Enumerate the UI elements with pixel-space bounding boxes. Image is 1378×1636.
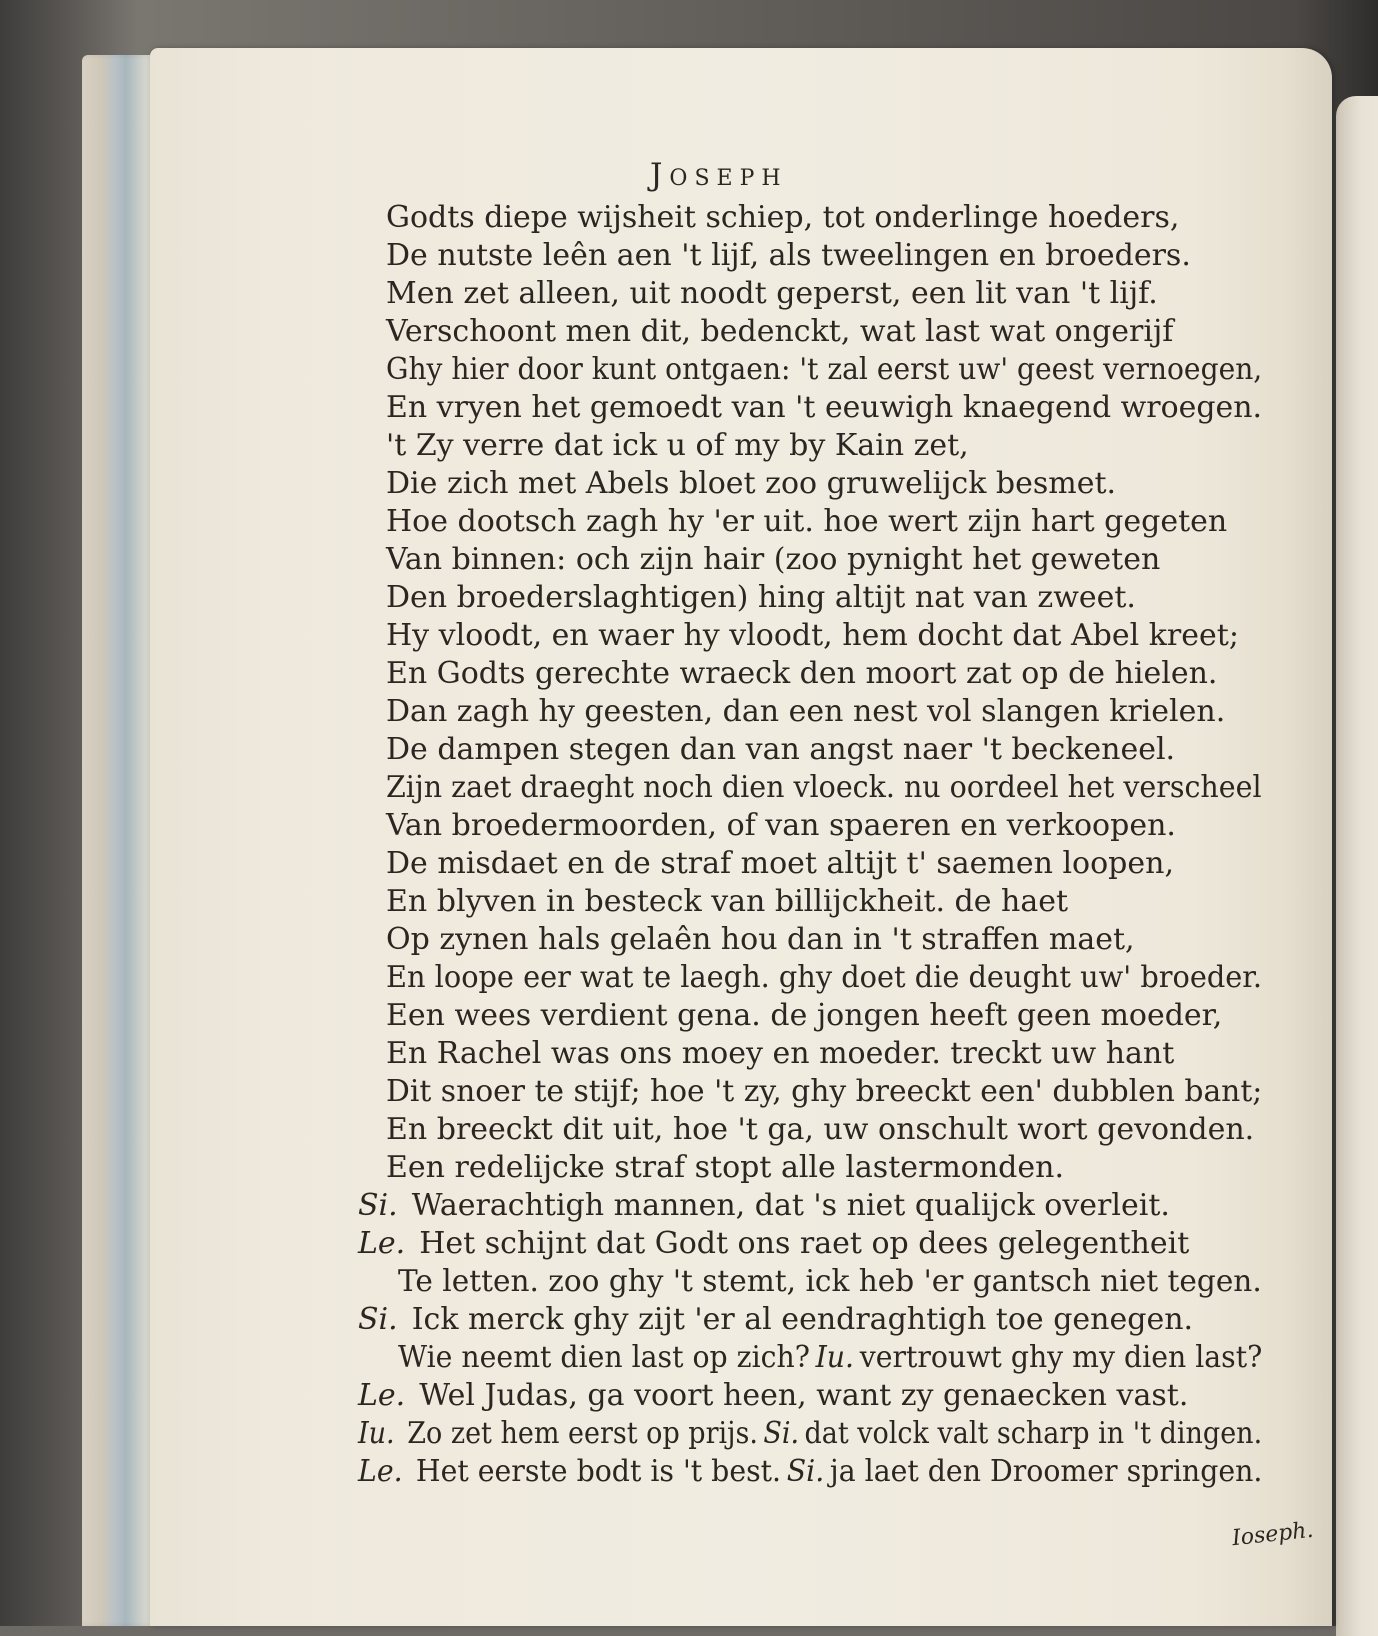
verse-line: Op zynen hals gelaên hou dan in 't straffen maet, [386,922,1135,957]
verse-line: Men zet alleen, uit noodt geperst, een lit van 't lijf. [386,276,1158,311]
dialogue-text: dat volck valt scharp in 't dingen. [804,1416,1263,1451]
verse-line: De dampen stegen dan van angst naer 't beckeneel. [386,732,1176,767]
speaker-label: Iu. [815,1340,855,1375]
dialogue-line [358,1226,1189,1262]
verse-line: Dan zagh hy geesten, dan een nest vol slangen krielen. [386,694,1226,729]
verse-line: En blyven in besteck van billijckheit. de haet [386,884,1069,919]
dialogue-text: vertrouwt ghy my dien last? [859,1340,1263,1375]
speaker-label: Iu. [358,1416,395,1451]
dialogue-text: Ick merck ghy zijt 'er al eendraghtigh toe genegen. [411,1302,1194,1337]
verse-line: Hy vloodt, en waer hy vloodt, hem docht dat Abel kreet; [386,618,1239,653]
verse-line: Hoe dootsch zagh hy 'er uit. hoe wert zijn hart gegeten [386,504,1228,539]
speaker-label: Si. [786,1454,825,1489]
verse-line: En loope eer wat te laegh. ghy doet die deught uw' broeder. [386,960,1263,995]
verse-line: 't Zy verre dat ick u of my by Kain zet, [386,428,969,463]
verse-line: En Godts gerechte wraeck den moort zat op de hielen. [386,656,1218,691]
running-head: Joseph [650,157,788,193]
dialogue-text: Wie neemt dien last op zich? [398,1340,810,1375]
verse-line: Van binnen: och zijn hair (zoo pynight het geweten [386,542,1161,577]
verse-line: En Rachel was ons moey en moeder. treckt uw hant [386,1036,1175,1071]
verse-line: Dit snoer te stijf; hoe 't zy, ghy breeckt een' dubblen bant; [386,1074,1263,1109]
speaker-label: Le. [358,1454,403,1489]
dialogue-line [358,1454,1262,1490]
catchword: Ioseph. [1230,1517,1315,1552]
verse-line: De nutste leên aen 't lijf, als tweelingen en broeders. [386,238,1191,273]
dialogue-line [358,1378,1188,1414]
verse-line: Ghy hier door kunt ontgaen: 't zal eerst uw' geest vernoegen, [386,352,1263,387]
verse-line: Een redelijcke straf stopt alle lastermonden. [386,1150,1064,1185]
dialogue-line [358,1416,1262,1452]
verse-line: En breeckt dit uit, hoe 't ga, uw onschult wort gevonden. [386,1112,1255,1147]
verse-line: Den broederslaghtigen) hing altijt nat van zweet. [386,580,1136,615]
dialogue-text: Het schijnt dat Godt ons raet op dees gelegentheit [419,1226,1190,1261]
verse-line: Een wees verdient gena. de jongen heeft geen moeder, [386,998,1223,1033]
speaker-label: Si. [358,1188,398,1223]
dialogue-text: Het eerste bodt is 't best. [415,1454,782,1489]
dialogue-text: Zo zet hem eerst op prijs. [407,1416,758,1451]
dialogue-text: Wel Judas, ga voort heen, want zy genaecken vast. [419,1378,1189,1413]
verse-line: Zijn zaet draeght noch dien vloeck. nu oordeel het verscheel [386,770,1262,805]
speaker-label: Le. [358,1378,406,1413]
verse-line: En vryen het gemoedt van 't eeuwigh knaegend wroegen. [386,390,1263,425]
verse-line: Godts diepe wijsheit schiep, tot onderlinge hoeders, [386,200,1180,235]
dialogue-text: Te letten. zoo ghy 't stemt, ick heb 'er gantsch niet tegen. [398,1264,1262,1299]
speaker-label: Le. [358,1226,406,1261]
speaker-label: Si. [358,1302,398,1337]
verse-line: De misdaet en de straf moet altijt t' saemen loopen, [386,846,1174,881]
dialogue-line [358,1188,1170,1224]
verse-line: Die zich met Abels bloet zoo gruwelijck besmet. [386,466,1117,501]
dialogue-text: ja laet den Droomer springen. [829,1454,1263,1489]
dialogue-line [398,1264,1262,1300]
verse-line: Van broedermoorden, of van spaeren en verkoopen. [386,808,1176,843]
dialogue-line [398,1340,1262,1376]
dialogue-text: Waerachtigh mannen, dat 's niet qualijck overleit. [411,1188,1170,1223]
speaker-label: Si. [763,1416,800,1451]
verse-line: Verschoont men dit, bedenckt, wat last wat ongerijf [386,314,1174,349]
dialogue-line [358,1302,1193,1338]
